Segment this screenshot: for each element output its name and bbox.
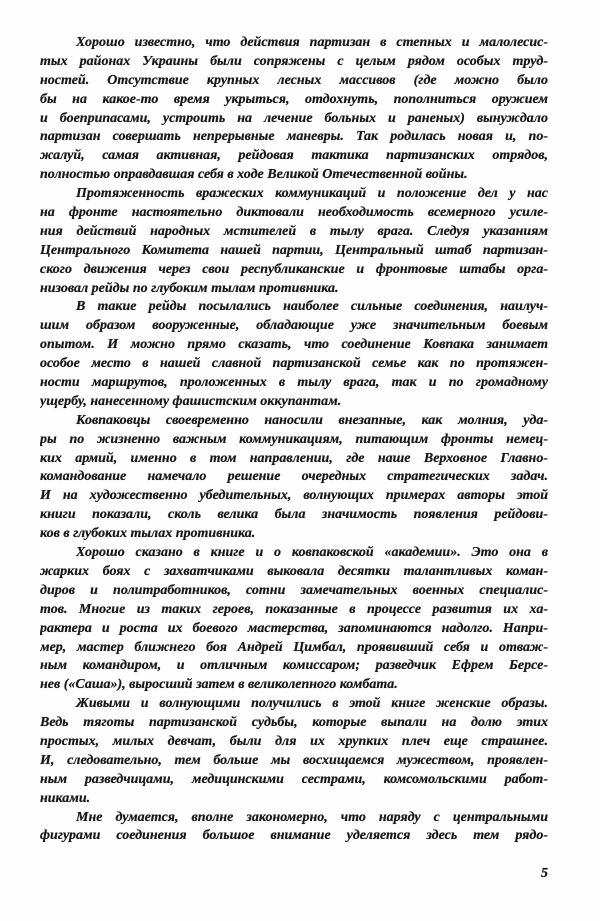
text-line: на фронте настоятельно диктовали необходимость всемерного усиле-: [40, 205, 548, 221]
text-line: простых, милых девчат, были для их хрупких плеч еще страшнее.: [40, 733, 548, 749]
text-line: ным командиром, и отличным комиссаром; разведчик Ефрем Берсе-: [40, 658, 548, 674]
text-line: Ведь тяготы партизанской судьбы, которые выпали на долю этих: [40, 715, 548, 731]
paragraph: [40, 185, 548, 298]
page-number: 5: [541, 866, 548, 881]
text-line: Живыми и волнующими получились в этой книге женские образы.: [76, 696, 548, 712]
text-line: ностей. Отсутствие крупных лесных массивов (где можно было: [40, 72, 548, 88]
text-line: опытом. И можно прямо сказать, что соединение Ковпака занимает: [40, 337, 548, 353]
text-line: бы на какое-то время укрыться, отдохнуть, пополниться оружием: [40, 91, 548, 107]
text-line: низовал рейды по глубоким тылам противника.: [40, 280, 339, 296]
text-line: ры по жизненно важным коммуникациям, питающим фронты немец-: [40, 431, 548, 447]
text-line: полностью оправдавшая себя в ходе Великой Отечественной войны.: [40, 167, 468, 183]
text-line: Хорошо сказано в книге и о ковпаковской «академии». Это она в: [76, 545, 548, 561]
text-line: ков в глубоких тылах противника.: [40, 526, 256, 542]
text-line: рактера и роста их боевого мастерства, запоминаются надолго. Напри-: [40, 620, 548, 636]
text-line: И, следовательно, тем больше мы восхищаемся мужеством, проявлен-: [40, 752, 548, 768]
text-line: и боеприпасами, устроить на лечение больных и раненых) вынуждало: [40, 110, 548, 126]
text-line: Хорошо известно, что действия партизан в степных и малолесис-: [76, 35, 548, 50]
text-line: тов. Многие из таких героев, показанные в процессе развития их ха-: [40, 601, 548, 617]
page-text: [40, 34, 548, 846]
text-line: В такие рейды посылались наиболее сильные соединения, наилуч-: [76, 299, 548, 315]
paragraph: [40, 695, 548, 808]
text-line: Ковпаковцы своевременно наносили внезапные, как молния, уда-: [76, 412, 548, 428]
text-line: И на художественно убедительных, волнующих примерах авторы этой: [40, 488, 548, 504]
text-line: книги показали, сколь велика была значимость появления рейдови-: [40, 507, 548, 523]
text-line: ких армий, именно в том направлении, где наше Верховное Главно-: [40, 450, 548, 466]
text-line: Протяженность вражеских коммуникаций и положение дел у нас: [76, 186, 548, 202]
text-line: ния действий народных мстителей в тылу врага. Следуя указаниям: [40, 223, 548, 239]
text-line: командование намечало решение очередных стратегических задач.: [40, 469, 548, 485]
text-line: ным разведчицами, медицинскими сестрами, комсомольскими работ-: [40, 771, 548, 787]
text-line: тых районах Украины были сопряжены с целым рядом особых труд-: [40, 53, 548, 69]
text-line: ского движения через свои республиканские и фронтовые штабы орга-: [40, 261, 548, 277]
paragraph: [40, 34, 548, 185]
text-line: диров и политработников, сотни замечательных военных специалис-: [40, 582, 548, 598]
text-line: Центрального Комитета нашей партии, Центральный штаб партизан-: [40, 242, 548, 258]
text-line: никами.: [40, 790, 91, 806]
text-line: жарких боях с захватчиками выковала десятки талантливых коман-: [40, 563, 548, 579]
text-line: партизан совершать непрерывные маневры. Так родилась новая и, по-: [40, 129, 548, 145]
text-line: особое место в нашей славной партизанской семье как по протяжен-: [40, 356, 548, 372]
text-line: фигурами соединения большое внимание уделяется здесь тем рядо-: [40, 828, 548, 844]
paragraph: [40, 544, 548, 695]
text-line: шим образом вооруженные, обладающие уже значительным боевым: [40, 318, 548, 334]
text-line: жалуй, самая активная, рейдовая тактика партизанских отрядов,: [40, 148, 548, 164]
text-line: Мне думается, вполне закономерно, что наряду с центральными: [76, 809, 548, 825]
text-line: ущербу, нанесенному фашистским оккупантам.: [40, 393, 342, 409]
paragraph: [40, 412, 548, 544]
text-line: ности маршрутов, проложенных в тылу врага, так и по громадному: [40, 375, 548, 391]
paragraph: [40, 298, 548, 411]
text-line: мер, мастер ближнего боя Андрей Цимбал, проявивший себя и отваж-: [40, 639, 548, 655]
paragraph: [40, 809, 548, 847]
text-line: нев («Саша»), выросший затем в великолепного комбата.: [40, 677, 398, 693]
